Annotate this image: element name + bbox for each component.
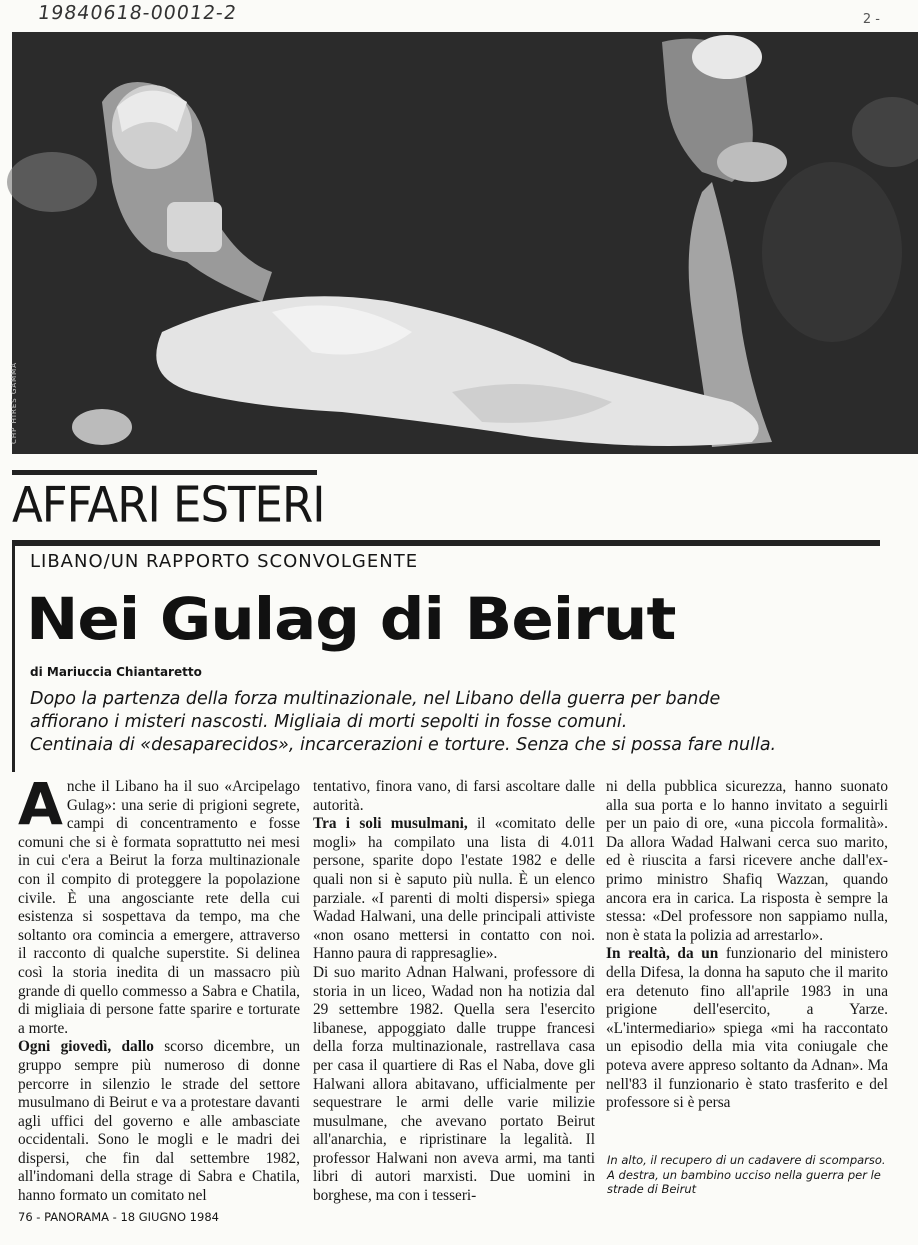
paragraph: Di suo marito Adnan Halwani, professore di storia in un liceo, Wadad non ha notizia dal 29 settembre 1982. Quella sera l'esercito libanese, appoggiato dalle truppe francesi della forza multinazionale, rastrellava casa per casa il quartiere di Ras el Naba, dove gli Halwani allora abitavano, ufficialmente per sequestrare le armi delle varie milizie musulmane, che avevano portato Beirut all'anarchia, e ripristinare la legalità. Il professor Halwani non aveva armi, ma tanti libri di autori marxisti. Due uomini in borghese, ma con i tesseri- [313,963,595,1205]
kicker: LIBANO/UN RAPPORTO SCONVOLGENTE [30,551,419,572]
document-id-stamp: 19840618-00012-2 [36,2,239,24]
lead-line: Centinaia di «desaparecidos», incarcerazioni e torture. Senza che si possa fare nulla. [30,735,777,755]
paragraph: tentativo, finora vano, di farsi ascoltare dalle autorità. [313,778,595,814]
article-column-3 [606,778,888,1113]
headline: Nei Gulag di Beirut [26,585,676,653]
byline: di Mariuccia Chiantaretto [30,665,202,679]
drop-cap: A [18,770,63,838]
paragraph [18,770,300,1038]
paragraph [313,815,595,964]
paragraph [606,945,888,1112]
section-title: AFFARI ESTERI [12,476,325,534]
photo-illustration [12,32,918,454]
lead-line: Dopo la partenza della forza multinazionale, nel Libano della guerra per bande [30,689,721,709]
run-in-heading: Tra i soli musulmani, [313,815,468,833]
paragraph-text: scorso dicembre, un gruppo sempre più numeroso di donne percorre in silenzio le strade del settore musulmano di Beirut e va a protestare davanti agli uffici del governo e alle ambasciate occidentali. Sono le mogli e le madri dei dispersi, che fin dal settembre 1982, all'indomani della strage di Sabra e Chatila, hanno formato un comitato nel [18,1038,300,1205]
header-vertical-rule [12,540,15,772]
kicker-rule [12,540,880,546]
article-column-2 [313,778,595,1206]
run-in-heading: In realtà, da un [606,945,719,963]
run-in-heading: Ogni giovedì, dallo [18,1038,154,1056]
photo-caption: In alto, il recupero di un cadavere di scomparso. A destra, un bambino ucciso nella guerra per le strade di Beirut [607,1153,886,1196]
paragraph-text: nche il Libano ha il suo «Arcipelago Gulag»: una serie di prigioni segrete, campi di concentramento e fosse comuni che si è formata soprattutto nei mesi in cui c'era a Beirut la forza multinazionale con il compito di proteggere la popolazione civile. È una angosciante rete della cui esistenza si sospettava da tempo, ma che soltanto ora comincia a emergere, attraverso il racconto di qualche superstite. Si delinea così la storia inedita di un massacro più grande di quello commesso a Sabra e Chatila, di migliaia di persone fatte sparire e torturate a morte. [18,778,300,1037]
section-rule [12,470,317,475]
paragraph [18,1038,300,1205]
paragraph-text: il «comitato delle mogli» ha compilato una lista di 4.011 persone, sparite dopo l'estate 1982 e delle quali non si è saputo più nulla. È un elenco parziale. «I parenti di molti dispersi» spiega Wadad Halwani, una delle principali attiviste «non osano mettersi in contatto con noi. Hanno paura di rappresaglie». [313,815,596,963]
page-footer: 76 - PANORAMA - 18 GIUGNO 1984 [18,1210,219,1224]
paragraph-text: funzionario del ministero della Difesa, la donna ha saputo che il marito era detenuto fino all'aprile 1983 in una prigione dell'esercito, a Yarze. «L'intermediario» spiega «mi ha raccontato un episodio della mia vita coniugale che poteva avere appreso soltanto da Adnan». Ma nell'83 il funzionario è stato trasferito e del professore si è persa [606,945,889,1112]
news-photo [12,32,918,454]
photo-credit: CHP HIRES GAMMA [10,362,18,444]
lead-line: affiorano i misteri nascosti. Migliaia di morti sepolti in fosse comuni. [30,712,628,732]
article-column-1 [18,770,300,1206]
corner-mark: 2 - [862,12,880,27]
lead-paragraph [30,688,890,757]
paragraph: ni della pubblica sicurezza, hanno suonato alla sua porta e lo hanno invitato a seguirli per un paio di ore, «una piccola formalità». Da allora Wadad Halwani cerca suo marito, ed è riuscita a farsi ricevere anche dall'ex-primo ministro Shafiq Wazzan, quando ancora era in carica. La risposta è sempre la stessa: «Del professore non sappiamo nulla, non è stata la polizia ad arrestarlo». [606,778,888,944]
